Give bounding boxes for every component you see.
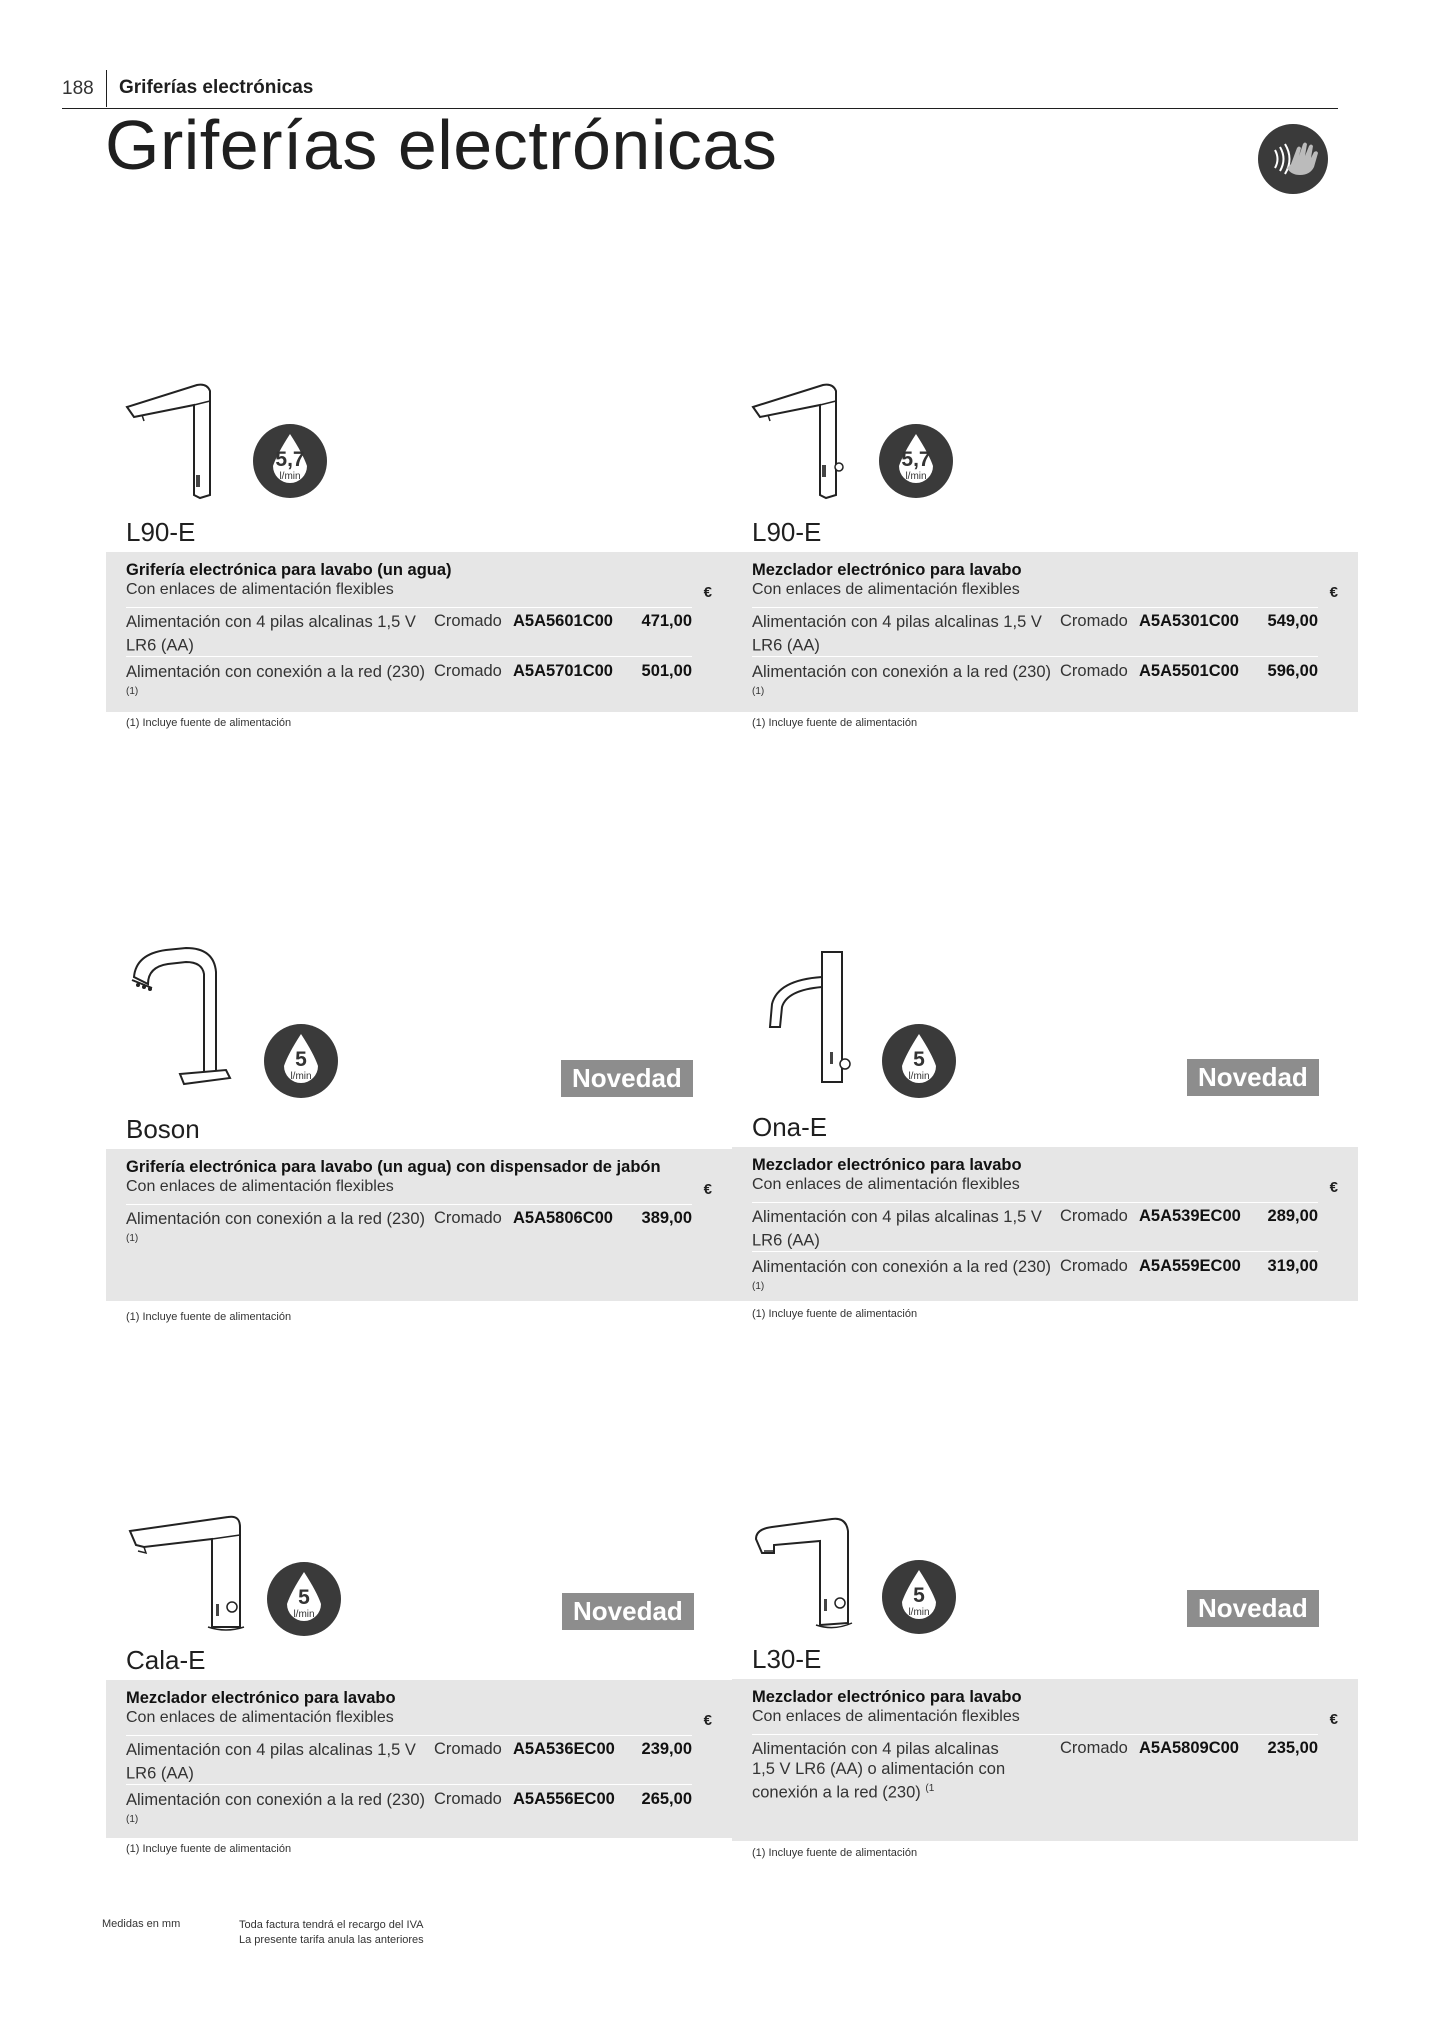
footnote: (1) Incluye fuente de alimentación <box>752 1308 918 1320</box>
faucet-l30-e-image <box>752 1511 872 1641</box>
flow-rate-badge <box>264 1024 338 1098</box>
flow-rate-badge <box>882 1560 956 1634</box>
power-option: Alimentación con conexión a la red (230) $^{(1)}$ <box>126 1791 426 1825</box>
product-subtitle: Con enlaces de alimentación flexibles <box>752 1708 1020 1725</box>
finish: Cromado <box>1060 662 1128 680</box>
row-divider <box>752 1202 1318 1203</box>
footnote: (1) Incluye fuente de alimentación <box>752 1847 918 1859</box>
currency-label: € <box>1329 1179 1338 1196</box>
product-subtitle: Con enlaces de alimentación flexibles <box>126 1178 394 1195</box>
row-divider <box>126 1204 692 1205</box>
footer-tariff-note: La presente tarifa anula las anteriores <box>239 1934 424 1946</box>
product-cala-e <box>106 1505 732 1865</box>
header-divider <box>106 70 107 107</box>
finish: Cromado <box>1060 1257 1128 1275</box>
product-code: A5A5806C00 <box>513 1209 613 1227</box>
model-name: Cala-E <box>126 1645 206 1675</box>
power-option: Alimentación con 4 pilas alcalinas 1,5 V LR6 (AA) <box>752 613 1042 655</box>
product-l90e-single <box>106 375 732 735</box>
power-option: Alimentación con 4 pilas alcalinas 1,5 V LR6 (AA) o alimentación con conexión a la red (230) $^{(1}$ <box>752 1740 1006 1802</box>
power-option: Alimentación con conexión a la red (230) $^{(1)}$ <box>752 663 1052 697</box>
product-l30-e <box>732 1505 1358 1865</box>
row-divider <box>752 656 1318 657</box>
product-description: Mezclador electrónico para lavabo <box>752 1156 1022 1174</box>
row-divider <box>752 1251 1318 1252</box>
power-option: Alimentación con 4 pilas alcalinas 1,5 V LR6 (AA) <box>126 1741 416 1783</box>
new-badge: Novedad <box>562 1593 694 1630</box>
finish: Cromado <box>434 612 502 630</box>
footer-notes <box>239 1918 424 1948</box>
footer-measures: Medidas en mm <box>102 1918 181 1930</box>
faucet-ona-e-image <box>752 942 872 1092</box>
product-description: Mezclador electrónico para lavabo <box>752 561 1022 579</box>
faucet-l90e-mixer-image <box>748 375 858 505</box>
price: 235,00 <box>1267 1739 1318 1757</box>
row-divider <box>126 1735 692 1736</box>
finish: Cromado <box>434 1740 502 1758</box>
faucet-cala-e-image <box>128 1509 258 1639</box>
flow-value: 5 <box>295 1048 307 1071</box>
currency-label: € <box>1329 584 1338 601</box>
flow-value: 5 <box>913 1584 925 1607</box>
flow-value: 5,7 <box>901 448 931 471</box>
footnote: (1) Incluye fuente de alimentación <box>126 1843 292 1855</box>
flow-rate-badge <box>882 1024 956 1098</box>
product-code: A5A5701C00 <box>513 662 613 680</box>
product-subtitle: Con enlaces de alimentación flexibles <box>752 581 1020 598</box>
row-divider <box>126 607 692 608</box>
product-code: A5A556EC00 <box>513 1790 615 1808</box>
footer-vat-note: Toda factura tendrá el recargo del IVA <box>239 1919 424 1931</box>
header-section: Griferías electrónicas <box>119 77 314 98</box>
product-code: A5A5601C00 <box>513 612 613 630</box>
row-divider <box>752 1734 1318 1735</box>
new-badge: Novedad <box>1187 1059 1319 1096</box>
spec-table <box>106 1680 732 1838</box>
product-code: A5A559EC00 <box>1139 1257 1241 1275</box>
page-title: Griferías electrónicas <box>105 106 778 184</box>
row-divider <box>752 607 1318 608</box>
new-badge: Novedad <box>1187 1590 1319 1627</box>
power-option: Alimentación con conexión a la red $(230)^{(1)}$ <box>752 1258 1052 1292</box>
power-option: Alimentación con 4 pilas alcalinas 1,5 V LR6 (AA) <box>126 613 416 655</box>
finish: Cromado <box>434 1209 502 1227</box>
footnote: (1) Incluye fuente de alimentación <box>126 1311 292 1323</box>
currency-label: € <box>703 584 712 601</box>
spec-table <box>732 1679 1358 1841</box>
spec-table <box>732 1147 1358 1301</box>
currency-label: € <box>703 1181 712 1198</box>
product-code: A5A5301C00 <box>1139 612 1239 630</box>
spec-table <box>106 552 732 712</box>
flow-unit: l/min <box>293 1609 315 1620</box>
flow-value: 5,7 <box>275 448 305 471</box>
product-description: Grifería electrónica para lavabo (un agua) con dispensador de jabón <box>126 1158 661 1176</box>
price: 549,00 <box>1267 612 1318 630</box>
currency-label: € <box>1329 1711 1338 1728</box>
price: 501,00 <box>641 662 692 680</box>
power-option: Alimentación con conexión a la red (230) $^{(1)}$ <box>126 663 426 697</box>
product-description: Mezclador electrónico para lavabo <box>752 1688 1022 1706</box>
hand-sensor-icon <box>1258 124 1328 194</box>
price: 319,00 <box>1267 1257 1318 1275</box>
flow-rate-badge <box>879 424 953 498</box>
product-boson <box>106 942 732 1322</box>
page-header <box>62 70 1338 109</box>
product-subtitle: Con enlaces de alimentación flexibles <box>126 581 394 598</box>
price: 389,00 <box>641 1209 692 1227</box>
model-name: L90-E <box>126 517 196 547</box>
finish: Cromado <box>1060 1207 1128 1225</box>
flow-unit: l/min <box>290 1071 312 1082</box>
power-option: Alimentación con conexión a la red $(230)^{(1)}$ <box>126 1210 426 1244</box>
product-l90e-mixer <box>732 375 1358 735</box>
finish: Cromado <box>1060 612 1128 630</box>
faucet-l90e-image <box>122 375 232 505</box>
product-description: Grifería electrónica para lavabo (un agua) <box>126 561 452 579</box>
footnote: (1) Incluye fuente de alimentación <box>752 717 918 729</box>
row-divider <box>126 656 692 657</box>
currency-label: € <box>703 1712 712 1729</box>
flow-value: 5 <box>913 1048 925 1071</box>
spec-table <box>106 1149 732 1301</box>
flow-rate-badge <box>267 1562 341 1636</box>
price: 289,00 <box>1267 1207 1318 1225</box>
power-option: Alimentación con 4 pilas alcalinas 1,5 V LR6 (AA) <box>752 1208 1042 1250</box>
flow-unit: l/min <box>908 1607 930 1618</box>
price: 596,00 <box>1267 662 1318 680</box>
product-subtitle: Con enlaces de alimentación flexibles <box>126 1709 394 1726</box>
new-badge: Novedad <box>561 1060 693 1097</box>
page-number: 188 <box>62 78 94 99</box>
model-name: L90-E <box>752 517 822 547</box>
flow-unit: l/min <box>905 471 927 482</box>
product-code: A5A539EC00 <box>1139 1207 1241 1225</box>
flow-value: 5 <box>298 1586 310 1609</box>
finish: Cromado <box>434 1790 502 1808</box>
spec-table <box>732 552 1358 712</box>
product-ona-e <box>732 942 1358 1322</box>
product-code: A5A536EC00 <box>513 1740 615 1758</box>
product-code: A5A5809C00 <box>1139 1739 1239 1757</box>
model-name: Ona-E <box>752 1112 828 1142</box>
faucet-boson-image <box>126 942 246 1092</box>
price: 239,00 <box>641 1740 692 1758</box>
flow-rate-badge <box>253 424 327 498</box>
finish: Cromado <box>1060 1739 1128 1757</box>
product-subtitle: Con enlaces de alimentación flexibles <box>752 1176 1020 1193</box>
flow-unit: l/min <box>279 471 301 482</box>
row-divider <box>126 1784 692 1785</box>
finish: Cromado <box>434 662 502 680</box>
flow-unit: l/min <box>908 1071 930 1082</box>
model-name: Boson <box>126 1114 200 1144</box>
product-description: Mezclador electrónico para lavabo <box>126 1689 396 1707</box>
product-code: A5A5501C00 <box>1139 662 1239 680</box>
price: 265,00 <box>641 1790 692 1808</box>
footnote: (1) Incluye fuente de alimentación <box>126 717 292 729</box>
model-name: L30-E <box>752 1644 822 1674</box>
price: 471,00 <box>641 612 692 630</box>
